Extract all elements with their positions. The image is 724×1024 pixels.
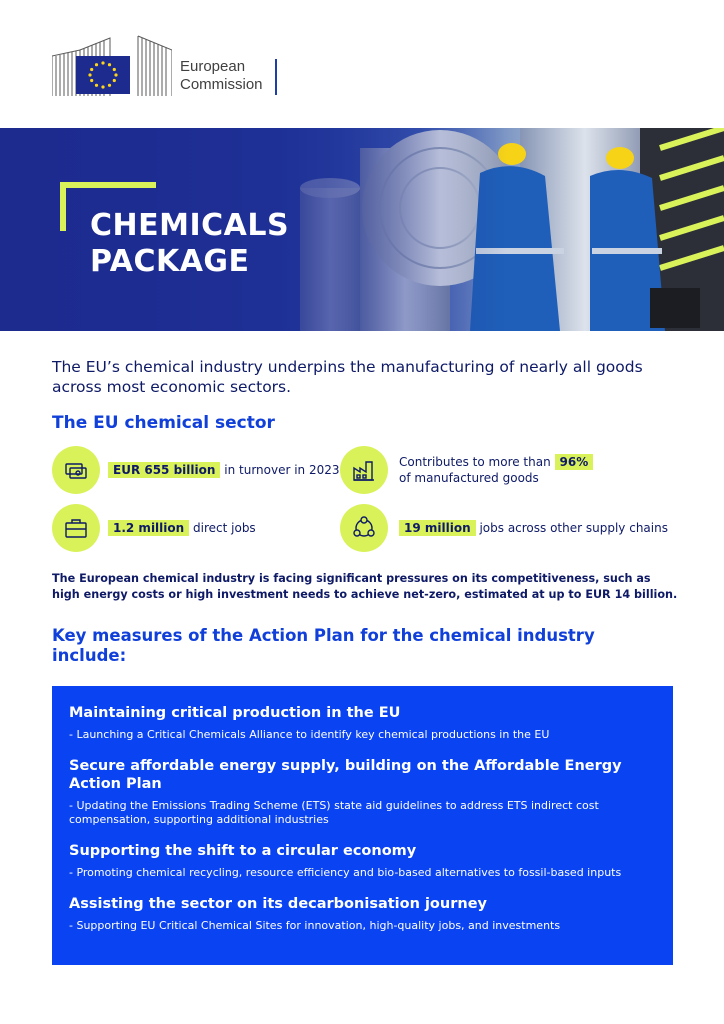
measure-item <box>69 842 656 880</box>
stat-value: EUR 655 billion <box>108 462 220 478</box>
measure-title: Supporting the shift to a circular economy <box>69 843 417 859</box>
european-commission-logo <box>52 34 292 96</box>
measure-item <box>69 895 656 933</box>
stat-supply-chain-jobs <box>340 504 668 552</box>
stat-turnover <box>52 446 340 494</box>
stat-label: of manufactured goods <box>399 471 539 485</box>
measure-item <box>69 704 656 742</box>
measure-desc: - Supporting EU Critical Chemical Sites for innovation, high-quality jobs, and investments <box>69 919 561 932</box>
logo-text <box>180 58 263 94</box>
hero-title-line-1: CHEMICALS <box>90 208 290 243</box>
stat-value: 1.2 million <box>108 520 189 536</box>
factory-icon <box>340 446 388 494</box>
logo-line-1: European <box>180 58 246 75</box>
money-icon <box>52 446 100 494</box>
hero-title <box>90 208 289 280</box>
stat-value: 96% <box>555 454 594 470</box>
briefcase-icon <box>52 504 100 552</box>
pressures-paragraph: The European chemical industry is facing significant pressures on its competitiveness, such as high energy costs or high investment needs to achieve net-zero, estimated at up to EUR 14 billion. <box>52 572 678 601</box>
logo-divider <box>275 59 277 95</box>
measure-desc: - Promoting chemical recycling, resource efficiency and bio-based alternatives to fossil-based inputs <box>69 866 622 879</box>
measure-desc: - Launching a Critical Chemicals Alliance to identify key chemical productions in the EU <box>69 728 550 741</box>
measure-title: Secure affordable energy supply, building on the Affordable Energy Action Plan <box>69 758 622 792</box>
stat-label: direct jobs <box>193 521 256 535</box>
commission-building-icon <box>52 34 172 96</box>
measures-box <box>52 686 673 965</box>
measure-title: Assisting the sector on its decarbonisation journey <box>69 896 487 912</box>
logo-line-2: Commission <box>180 76 263 93</box>
sector-heading: The EU chemical sector <box>52 413 275 433</box>
stat-label: in turnover in 2023 <box>224 463 340 477</box>
measure-desc: - Updating the Emissions Trading Scheme (ETS) state aid guidelines to address ETS indirect cost compensation, supporting additional industries <box>69 799 599 826</box>
hero-title-line-2: PACKAGE <box>90 244 250 279</box>
hero-banner <box>0 128 724 331</box>
stat-direct-jobs <box>52 504 256 552</box>
supply-chain-icon <box>340 504 388 552</box>
measure-item <box>69 757 656 827</box>
stat-manufactured-goods <box>340 446 593 494</box>
intro-paragraph: The EU’s chemical industry underpins the manufacturing of nearly all goods across most economic sectors. <box>52 358 643 396</box>
stat-value: 19 million <box>399 520 476 536</box>
measure-title: Maintaining critical production in the EU <box>69 705 401 721</box>
measures-heading: Key measures of the Action Plan for the chemical industry include: <box>52 626 595 665</box>
stat-prefix: Contributes to more than <box>399 455 551 469</box>
stat-label: jobs across other supply chains <box>479 521 668 535</box>
